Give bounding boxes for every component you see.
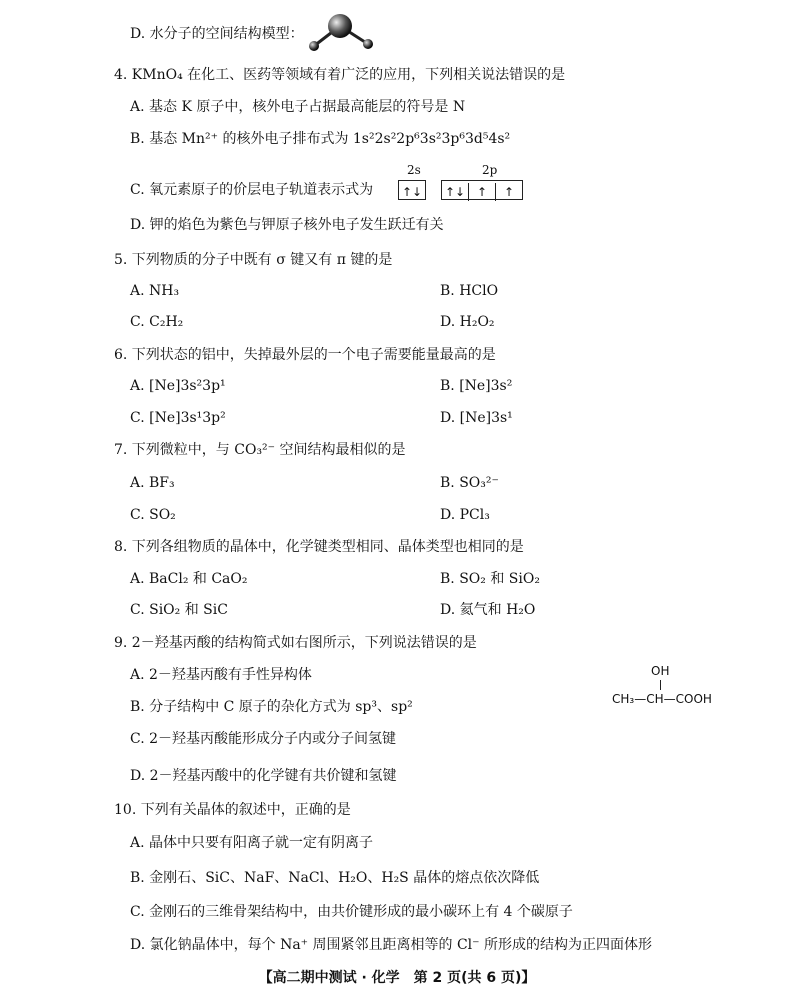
q3-option-d: D. 水分子的空间结构模型： xyxy=(130,26,304,42)
q4-option-a: A. 基态 K 原子中，核外电子占据最高能层的符号是 N xyxy=(130,99,466,115)
page-footer: 【高二期中测试 · 化学 第 2 页(共 6 页)】 xyxy=(258,970,536,986)
water-molecule-model xyxy=(306,10,378,54)
q8-option-d: D. 氦气和 H₂O xyxy=(440,602,536,618)
q4-stem: 4. KMnO₄ 在化工、医药等领域有着广泛的应用，下列相关说法错误的是 xyxy=(114,67,566,83)
q5-option-c: C. C₂H₂ xyxy=(130,314,184,330)
orbital-cell: ↑ xyxy=(469,183,496,201)
q6-option-b: B. [Ne]3s² xyxy=(440,378,513,394)
q8-option-a: A. BaCl₂ 和 CaO₂ xyxy=(130,571,248,587)
q9-option-c: C. 2－羟基丙酸能形成分子内或分子间氢键 xyxy=(130,731,397,747)
q7-option-d: D. PCl₃ xyxy=(440,507,490,523)
q5-stem: 5. 下列物质的分子中既有 σ 键又有 π 键的是 xyxy=(114,252,393,268)
q4-option-c: C. 氧元素原子的价层电子轨道表示式为 xyxy=(130,182,374,198)
q8-option-b: B. SO₂ 和 SiO₂ xyxy=(440,571,540,587)
formula-oh: OH xyxy=(651,664,670,678)
orbital-2p-label: 2p xyxy=(482,163,498,177)
orbital-2s-box xyxy=(398,180,426,200)
orbital-cell: ↑ xyxy=(503,185,515,199)
q9-option-b: B. 分子结构中 C 原子的杂化方式为 sp³、sp² xyxy=(130,699,413,715)
q7-option-c: C. SO₂ xyxy=(130,507,176,523)
q10-option-d: D. 氯化钠晶体中，每个 Na⁺ 周围紧邻且距离相等的 Cl⁻ 所形成的结构为正四面体形 xyxy=(130,937,652,953)
q5-option-a: A. NH₃ xyxy=(130,283,180,299)
q6-option-a: A. [Ne]3s²3p¹ xyxy=(130,378,226,394)
q4-option-b: B. 基态 Mn²⁺ 的核外电子排布式为 1s²2s²2p⁶3s²3p⁶3d⁵4s² xyxy=(130,131,511,147)
q8-option-c: C. SiO₂ 和 SiC xyxy=(130,602,228,618)
q7-option-a: A. BF₃ xyxy=(130,475,175,491)
q9-option-a: A. 2－羟基丙酸有手性异构体 xyxy=(130,667,312,683)
q10-stem: 10. 下列有关晶体的叙述中，正确的是 xyxy=(114,802,351,818)
q10-option-a: A. 晶体中只要有阳离子就一定有阴离子 xyxy=(130,835,374,851)
q7-stem: 7. 下列微粒中，与 CO₃²⁻ 空间结构最相似的是 xyxy=(114,442,406,458)
q10-option-c: C. 金刚石的三维骨架结构中，由共价键形成的最小碳环上有 4 个碳原子 xyxy=(130,904,573,920)
orbital-cell: ↑↓ xyxy=(442,183,469,201)
q6-option-d: D. [Ne]3s¹ xyxy=(440,410,513,426)
q10-option-b: B. 金刚石、SiC、NaF、NaCl、H₂O、H₂S 晶体的熔点依次降低 xyxy=(130,870,540,886)
orbital-cell: ↑↓ xyxy=(401,185,423,199)
q7-option-b: B. SO₃²⁻ xyxy=(440,475,499,491)
orbital-2s-label: 2s xyxy=(407,163,421,177)
q9-option-d: D. 2－羟基丙酸中的化学键有共价键和氢键 xyxy=(130,768,397,784)
q8-stem: 8. 下列各组物质的晶体中，化学键类型相同、晶体类型也相同的是 xyxy=(114,539,524,555)
formula-bond xyxy=(660,680,661,690)
q5-option-d: D. H₂O₂ xyxy=(440,314,495,330)
q6-option-c: C. [Ne]3s¹3p² xyxy=(130,410,226,426)
q9-stem: 9. 2－羟基丙酸的结构简式如右图所示，下列说法错误的是 xyxy=(114,635,477,651)
formula-main: CH₃—CH—COOH xyxy=(612,692,712,706)
q4-option-d: D. 钾的焰色为紫色与钾原子核外电子发生跃迁有关 xyxy=(130,217,444,233)
orbital-2p-boxes xyxy=(441,180,523,200)
q5-option-b: B. HClO xyxy=(440,283,499,299)
q6-stem: 6. 下列状态的铝中，失掉最外层的一个电子需要能量最高的是 xyxy=(114,347,496,363)
